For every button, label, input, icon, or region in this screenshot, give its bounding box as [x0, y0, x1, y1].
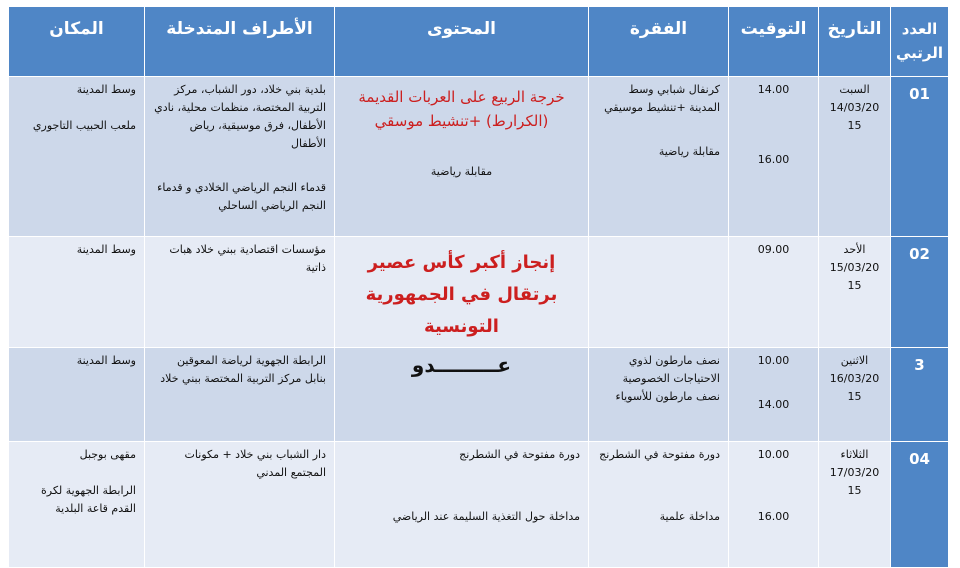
date-year: 15	[847, 279, 862, 292]
content-text: دورة مفتوحة في الشطرنج	[459, 448, 580, 461]
place-cell	[9, 237, 145, 348]
row-number: 04	[891, 442, 949, 568]
day-name: الأحد	[843, 243, 866, 256]
date-year: 15	[847, 390, 862, 403]
header-row	[9, 7, 949, 77]
table-row	[9, 442, 949, 568]
content-highlight: إنجاز أكبر كأس عصير برتقال في الجمهورية التونسية	[365, 252, 558, 337]
place-text: مقهى بوجبل	[79, 448, 136, 461]
date-year: 15	[847, 119, 862, 132]
time-value: 14.00	[757, 398, 790, 411]
item-cell	[589, 77, 729, 237]
time-value: 10.00	[757, 448, 790, 461]
parties-cell	[145, 237, 335, 348]
date-cell	[819, 237, 891, 348]
header-item: الفقرة	[589, 7, 729, 77]
table-row	[9, 77, 949, 237]
day-name: الثلاثاء	[840, 448, 869, 461]
parties-cell	[145, 442, 335, 568]
header-date: التاريخ	[819, 7, 891, 77]
item-text: مداخلة علمية	[659, 510, 720, 523]
date-cell	[819, 442, 891, 568]
place-text: وسط المدينة	[76, 83, 136, 96]
item-cell	[589, 237, 729, 348]
item-text: كرنفال شبابي وسط المدينة +تنشيط موسيقي	[604, 83, 720, 114]
time-value: 09.00	[757, 243, 790, 256]
table-row	[9, 237, 949, 348]
place-text: وسط المدينة	[76, 354, 136, 367]
row-number: 02	[891, 237, 949, 348]
time-value: 14.00	[757, 83, 790, 96]
parties-cell	[145, 77, 335, 237]
time-value: 16.00	[757, 510, 790, 523]
content-cell	[335, 77, 589, 237]
item-text: مقابلة رياضية	[658, 145, 720, 158]
date-cell	[819, 348, 891, 442]
date-year: 15	[847, 484, 862, 497]
schedule-table	[8, 6, 949, 568]
place-text: ملعب الحبيب التاجوري	[32, 119, 136, 132]
item-text: دورة مفتوحة في الشطرنج	[599, 448, 720, 461]
item-cell	[589, 348, 729, 442]
place-cell	[9, 442, 145, 568]
parties-text: قدماء النجم الرياضي الخلادي و قدماء النجم الرياضي الساحلي	[157, 181, 326, 212]
date-value: 14/03/20	[829, 101, 880, 114]
day-name: الاثنين	[840, 354, 869, 367]
item-text: نصف مارطون لذوي الاحتياجات الخصوصية	[622, 354, 720, 385]
time-cell	[729, 442, 819, 568]
header-num: العدد الرتبي	[891, 7, 949, 77]
content-highlight: خرجة الربيع على العربات القديمة (الكرارط) +تنشيط موسقي	[358, 88, 565, 130]
header-time: التوقيت	[729, 7, 819, 77]
parties-text: دار الشباب بني خلاد + مكونات المجتمع المدني	[184, 448, 326, 479]
place-cell	[9, 77, 145, 237]
time-cell	[729, 237, 819, 348]
parties-cell	[145, 348, 335, 442]
date-value: 15/03/20	[829, 261, 880, 274]
content-text: مقابلة رياضية	[430, 165, 493, 178]
header-place: المكان	[9, 7, 145, 77]
place-text: وسط المدينة	[76, 243, 136, 256]
time-cell	[729, 348, 819, 442]
row-number: 3	[891, 348, 949, 442]
parties-text: مؤسسات اقتصادية ببني خلاد هبات ذاتية	[169, 243, 326, 274]
schedule-table-wrapper	[8, 6, 948, 536]
item-text: نصف مارطون للأسوياء	[615, 390, 720, 403]
parties-text: بلدية بني خلاد، دور الشباب، مركز التربية المختصة، منظمات محلية، نادي الأطفال، فرق موسيقية، رياض الأطفال	[154, 83, 326, 150]
place-text: الرابطة الجهوية لكرة القدم قاعة البلدية	[41, 484, 136, 515]
time-cell	[729, 77, 819, 237]
header-content: المحتوى	[335, 7, 589, 77]
content-cell	[335, 348, 589, 442]
time-value: 10.00	[757, 354, 790, 367]
content-cell	[335, 237, 589, 348]
day-name: السبت	[839, 83, 870, 96]
date-value: 17/03/20	[829, 466, 880, 479]
content-text: مداخلة حول التغذية السليمة عند الرياضي	[392, 510, 580, 523]
row-number: 01	[891, 77, 949, 237]
content-cell	[335, 442, 589, 568]
date-cell	[819, 77, 891, 237]
content-highlight: عـــــــــدو	[411, 353, 512, 377]
header-parties: الأطراف المتدخلة	[145, 7, 335, 77]
place-cell	[9, 348, 145, 442]
date-value: 16/03/20	[829, 372, 880, 385]
parties-text: الرابطة الجهوية لرياضة المعوقين بنابل مركز التربية المختصة ببني خلاد	[160, 354, 326, 385]
table-row	[9, 348, 949, 442]
item-cell	[589, 442, 729, 568]
time-value: 16.00	[757, 153, 790, 166]
